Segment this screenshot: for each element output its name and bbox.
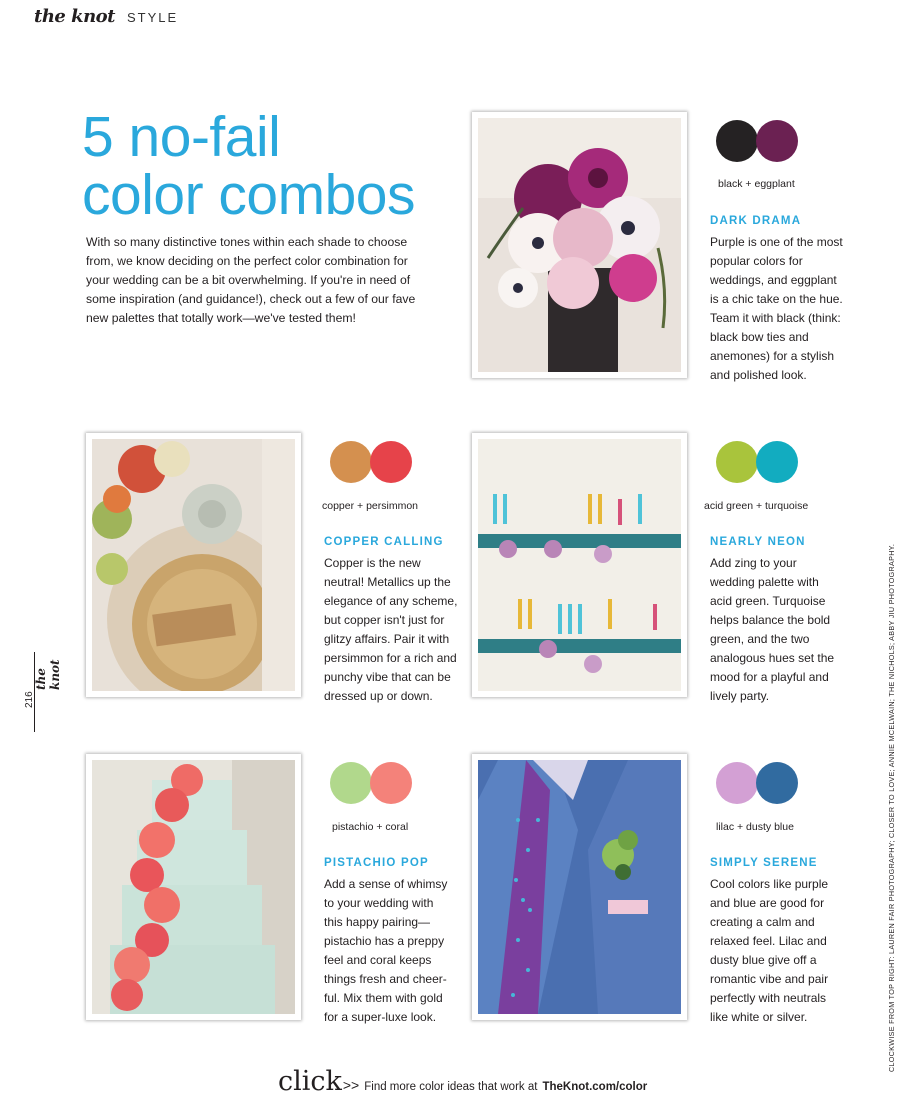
combo-caption: lilac + dusty blue [716,821,794,833]
bouquet-photo [472,112,687,378]
groom-tie-image [478,760,681,1014]
black-swatch [716,120,758,162]
dusty-blue-swatch [756,762,798,804]
title-line-2: color combos [82,163,415,227]
place-setting-photo [86,433,301,697]
lilac-dusty-blue-swatches [716,762,806,804]
click-arrows-icon: >> [342,1077,360,1093]
combo-title: DARK DRAMA [710,215,802,227]
coral-swatch [370,762,412,804]
persimmon-swatch [370,441,412,483]
lilac-swatch [716,762,758,804]
page-header [34,6,178,27]
combo-caption: black + eggplant [718,178,795,190]
pistachio-coral-swatches [330,762,420,804]
click-text: Find more color ideas that work at [364,1081,538,1093]
combo-body: Cool colors like purple and blue are good for creating a calm and relaxed feel. Lilac and dusty blue give off a romantic vibe and pair perfectly with neutrals like white or silver. [710,877,829,1024]
photo-credit: CLOCKWISE FROM TOP RIGHT: LAUREN FAIR PHOTOGRAPHY; CLOSER TO LOVE; ANNIE MCELWAIN; THE NICHOLS; ABBY JIU PHOTOGRAPHY. [887,543,896,1072]
combo-title: NEARLY NEON [710,536,806,548]
folio [22,652,62,732]
black-eggplant-swatches [716,120,806,162]
click-word: click [278,1066,342,1097]
copper-persimmon-swatches [330,441,420,483]
copper-swatch [330,441,372,483]
combo-title: PISTACHIO POP [324,857,429,869]
knot-color-link[interactable]: TheKnot.com/color [542,1081,648,1093]
combo-body: Copper is the new neutral! Metallics up the elegance of any scheme, but copper isn't just for glitzy affairs. Pair it with persimmon for a rich and punchy vibe that can be dressed up or down. [324,556,458,703]
combo-title: COPPER CALLING [324,536,444,548]
intro-paragraph: With so many distinctive tones within each shade to choose from, we know deciding on the perfect color combination for your wedding can be a bit overwhelming. If you're in need of some inspiration (and guidance!), check out a few of our fave new palettes that totally work—we've tested them! [86,235,416,325]
cake-photo [86,754,301,1020]
combo-body: Add zing to your wedding palette with acid green. Turquoise helps balance the bold green, and the two analogous hues set the mood for a playful and lively party. [710,556,835,703]
page-number: 216 [24,691,35,708]
place-setting-image [92,439,295,691]
combo-caption: copper + persimmon [322,500,419,512]
escort-cards-image [478,439,681,691]
combo-body: Purple is one of the most popular colors for weddings, and eggplant is a chic take on the hue. Team it with black (think: black bow ties and anemones) for a stylish and polished look. [710,235,843,382]
footer-click [278,1066,647,1097]
escort-cards-photo [472,433,687,697]
section-label: STYLE [127,10,179,25]
combo-caption: acid green + turquoise [704,500,809,512]
title-line-1: 5 no-fail [82,105,281,169]
folio-brand: the knot [34,659,62,690]
bouquet-image [478,118,681,372]
cake-image [92,760,295,1014]
groom-tie-photo [472,754,687,1020]
pistachio-swatch [330,762,372,804]
article-title [82,105,415,227]
combo-body: Add a sense of whimsy to your wedding with this happy pairing—pistachio has a preppy feel and coral keeps things fresh and cheer-ful. Mix them with gold for a super-luxe look. [324,877,448,1024]
acid-green-turquoise-swatches [716,441,806,483]
combo-title: SIMPLY SERENE [710,857,818,869]
acid-green-swatch [716,441,758,483]
brand-logo: the knot [34,6,115,27]
combo-caption: pistachio + coral [332,821,409,833]
eggplant-swatch [756,120,798,162]
turquoise-swatch [756,441,798,483]
